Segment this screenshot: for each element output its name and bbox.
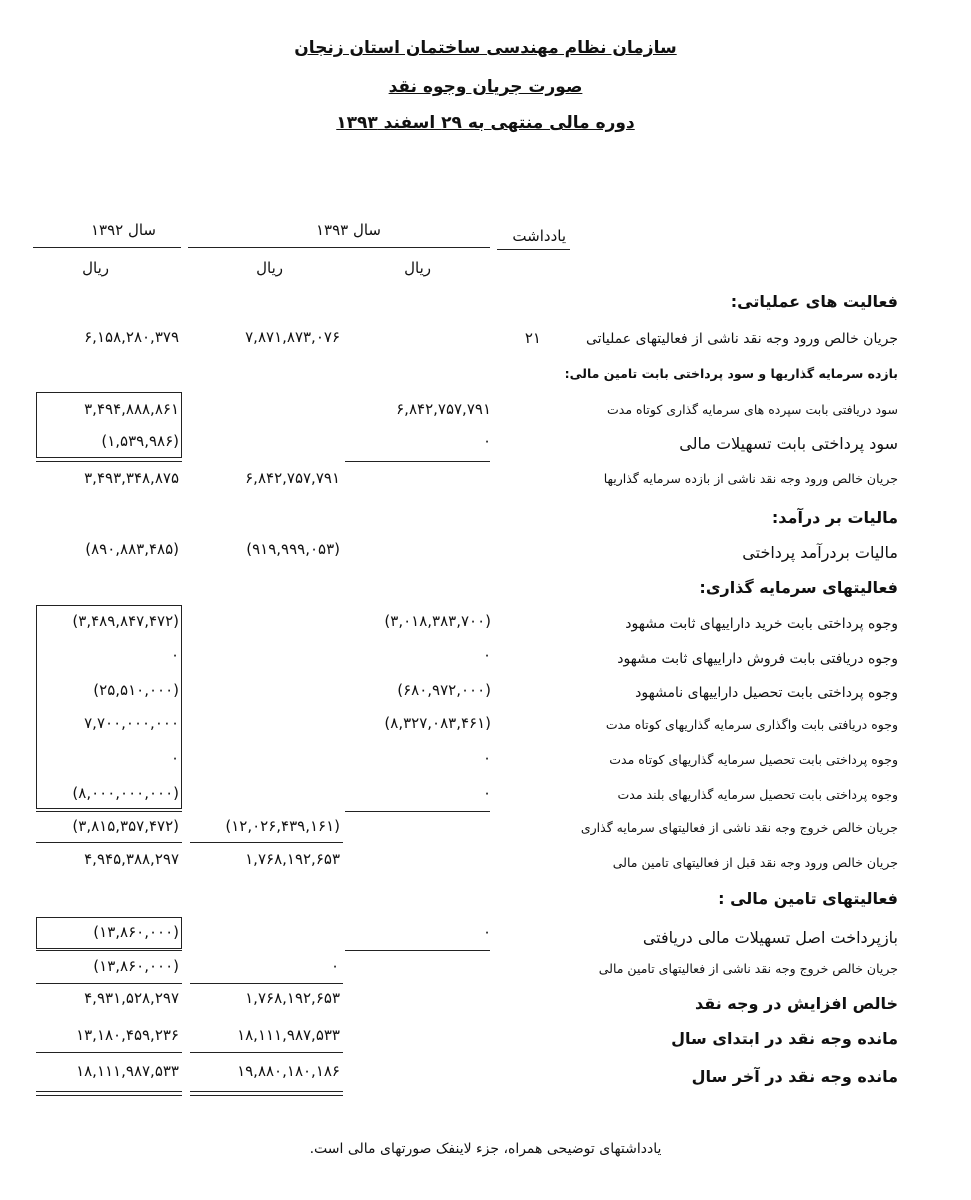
row-net-inc-label: خالص افزایش در وجه نقد — [694, 994, 898, 1013]
row-int-paid-label: سود پرداختی بابت تسهیلات مالی — [679, 434, 898, 453]
row-st-buy-label: وجوه پرداختی بابت تحصیل سرمایه گذاریهای کوتاه مدت — [609, 752, 898, 767]
row-int-paid-c1: (۱,۵۳۹,۹۸۶) — [101, 432, 179, 450]
row-lt-buy-c1: (۸,۰۰۰,۰۰۰,۰۰۰) — [72, 784, 179, 802]
row-op-net-note: ۲۱ — [524, 329, 541, 347]
statement-title: صورت جریان وجوه نقد — [388, 77, 583, 97]
row-lt-buy-c3: ۰ — [482, 784, 491, 802]
row-tax-label: مالیات بردرآمد پرداختی — [742, 543, 898, 562]
close-line-c1 — [36, 1052, 182, 1053]
subtotal-line-c3 — [345, 461, 490, 462]
row-op-net-c1: ۶,۱۵۸,۲۸۰,۳۷۹ — [84, 328, 179, 346]
row-st-sell-c3: (۸,۳۲۷,۰۸۳,۴۶۱) — [384, 714, 491, 732]
box-returns-prior — [36, 392, 182, 458]
row-st-sell-c1: ۷,۷۰۰,۰۰۰,۰۰۰ — [84, 714, 179, 732]
row-int-rec-c1: ۳,۴۹۴,۸۸۸,۸۶۱ — [84, 400, 179, 418]
row-close-bal-c1: ۱۸,۱۱۱,۹۸۷,۵۳۳ — [76, 1062, 179, 1080]
row-tax-c2: (۹۱۹,۹۹۹,۰۵۳) — [246, 540, 340, 558]
row-loan-repay-label: بازپرداخت اصل تسهیلات مالی دریافتی — [642, 928, 898, 947]
row-int-rec-label: سود دریافتی بابت سپرده های سرمایه گذاری کوتاه مدت — [607, 402, 898, 417]
row-st-buy-c3: ۰ — [482, 749, 491, 767]
row-lt-buy-label: وجوه پرداختی بابت تحصیل سرمایه گذاریهای بلند مدت — [617, 787, 898, 802]
net-inc-line-c2 — [190, 983, 343, 984]
row-inv-net-c1: (۳,۸۱۵,۳۵۷,۴۷۲) — [72, 817, 179, 835]
year-current-header: سال ۱۳۹۳ — [315, 221, 381, 239]
row-fin-net-c1: (۱۳,۸۶۰,۰۰۰) — [93, 957, 179, 975]
double-line-bottom-c2 — [190, 1095, 343, 1096]
currency-c1: ریال — [82, 259, 109, 277]
row-fixed-buy-c1: (۳,۴۸۹,۸۴۷,۴۷۲) — [72, 612, 179, 630]
row-int-rec-c3: ۶,۸۴۲,۷۵۷,۷۹۱ — [396, 400, 491, 418]
section-returns: بازده سرمایه گذاریها و سود پرداختی بابت تامین مالی: — [564, 366, 898, 381]
year-prior-underline — [33, 247, 181, 248]
row-ret-net-c2: ۶,۸۴۲,۷۵۷,۷۹۱ — [245, 469, 340, 487]
row-ret-net-c1: ۳,۴۹۳,۳۴۸,۸۷۵ — [84, 469, 179, 487]
row-tax-c1: (۸۹۰,۸۸۳,۴۸۵) — [85, 540, 179, 558]
row-st-sell-label: وجوه دریافتی بابت واگذاری سرمایه گذاریهای کوتاه مدت — [605, 717, 898, 732]
row-op-net-label: جریان خالص ورود وجه نقد ناشی از فعالیتهای عملیاتی — [586, 331, 898, 347]
org-title: سازمان نظام مهندسی ساختمان استان زنجان — [294, 38, 677, 58]
currency-c3: ریال — [404, 259, 431, 277]
fin-subtotal-line-c1 — [36, 950, 182, 951]
fin-subtotal-line-c3 — [345, 950, 490, 951]
section-financing: فعالیتهای تامین مالی : — [718, 889, 898, 908]
year-prior-header: سال ۱۳۹۲ — [90, 221, 156, 239]
pre-fin-line-c1 — [36, 842, 182, 843]
row-ret-net-label: جریان خالص ورود وجه نقد ناشی از بازده سرمایه گذاریها — [603, 471, 898, 486]
row-fixed-sell-c1: ۰ — [170, 646, 179, 664]
row-loan-repay-c1: (۱۳,۸۶۰,۰۰۰) — [93, 923, 179, 941]
row-intang-buy-c3: (۶۸۰,۹۷۲,۰۰۰) — [397, 681, 491, 699]
row-inv-net-c2: (۱۲,۰۲۶,۴۳۹,۱۶۱) — [225, 817, 340, 835]
double-line-bottom-c1 — [36, 1095, 182, 1096]
row-fin-net-label: جریان خالص خروج وجه نقد ناشی از فعالیتهای تامین مالی — [598, 961, 898, 976]
inv-subtotal-line-c1 — [36, 811, 182, 812]
row-open-bal-c1: ۱۳,۱۸۰,۴۵۹,۲۳۶ — [76, 1026, 179, 1044]
row-net-inc-c1: ۴,۹۳۱,۵۲۸,۲۹۷ — [84, 989, 179, 1007]
currency-c2: ریال — [256, 259, 283, 277]
close-line-c2 — [190, 1052, 343, 1053]
period-title: دوره مالی منتهی به ۲۹ اسفند ۱۳۹۳ — [336, 113, 635, 133]
note-col-underline — [497, 249, 570, 250]
row-close-bal-c2: ۱۹,۸۸۰,۱۸۰,۱۸۶ — [237, 1062, 340, 1080]
row-int-paid-c3: ۰ — [482, 432, 491, 450]
year-current-underline — [188, 247, 490, 248]
row-fixed-sell-c3: ۰ — [482, 646, 491, 664]
row-pre-fin-c1: ۴,۹۴۵,۳۸۸,۲۹۷ — [84, 850, 179, 868]
row-inv-net-label: جریان خالص خروج وجه نقد ناشی از فعالیتهای سرمایه گذاری — [580, 820, 898, 835]
row-fixed-buy-c3: (۳,۰۱۸,۳۸۳,۷۰۰) — [384, 612, 491, 630]
row-st-buy-c1: ۰ — [170, 749, 179, 767]
row-pre-fin-label: جریان خالص ورود وجه نقد قبل از فعالیتهای تامین مالی — [612, 855, 898, 870]
section-operating: فعالیت های عملیاتی: — [730, 292, 898, 311]
inv-subtotal-line-c3 — [345, 811, 490, 812]
section-tax: مالیات بر درآمد: — [771, 508, 898, 527]
footer-note: یادداشتهای توضیحی همراه، جزء لاینفک صورتهای مالی است. — [309, 1141, 662, 1157]
row-intang-buy-c1: (۲۵,۵۱۰,۰۰۰) — [93, 681, 179, 699]
row-net-inc-c2: ۱,۷۶۸,۱۹۲,۶۵۳ — [245, 989, 340, 1007]
row-open-bal-c2: ۱۸,۱۱۱,۹۸۷,۵۳۳ — [237, 1026, 340, 1044]
box-financing-prior — [36, 917, 182, 949]
row-fixed-buy-label: وجوه پرداختی بابت خرید داراییهای ثابت مشهود — [625, 616, 898, 632]
subtotal-line-c1 — [36, 461, 182, 462]
row-fixed-sell-label: وجوه دریافتی بابت فروش داراییهای ثابت مشهود — [617, 651, 898, 667]
box-investing-prior — [36, 605, 182, 809]
row-op-net-c2: ۷,۸۷۱,۸۷۳,۰۷۶ — [245, 328, 340, 346]
double-line-top-c2 — [190, 1091, 343, 1092]
row-close-bal-label: مانده وجه نقد در آخر سال — [691, 1067, 898, 1086]
row-open-bal-label: مانده وجه نقد در ابتدای سال — [671, 1029, 898, 1048]
row-intang-buy-label: وجوه پرداختی بابت تحصیل داراییهای نامشهود — [635, 685, 898, 701]
note-col-header: یادداشت — [512, 227, 566, 245]
row-pre-fin-c2: ۱,۷۶۸,۱۹۲,۶۵۳ — [245, 850, 340, 868]
row-fin-net-c2: ۰ — [330, 957, 339, 975]
double-line-top-c1 — [36, 1091, 182, 1092]
row-loan-repay-c3: ۰ — [482, 923, 491, 941]
pre-fin-line-c2 — [190, 842, 343, 843]
section-investing: فعالیتهای سرمایه گذاری: — [699, 578, 898, 597]
net-inc-line-c1 — [36, 983, 182, 984]
